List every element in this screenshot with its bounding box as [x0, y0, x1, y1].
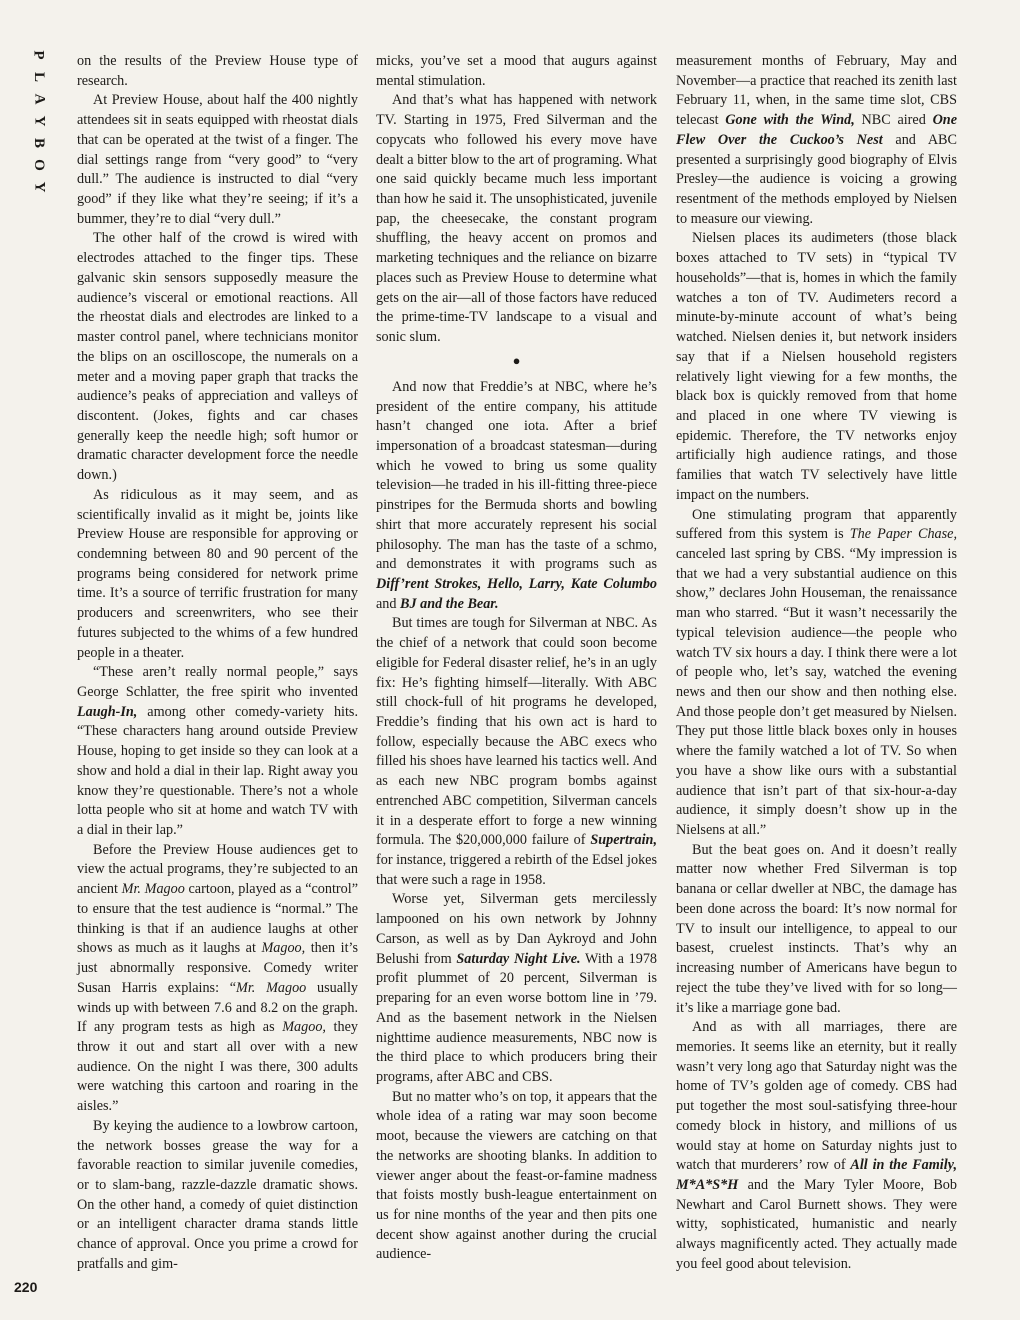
text-run: they throw it out and start all over with a new audience. On the night I was there, 300 adults were watching this cartoon and roaring in the aisles.”	[77, 1019, 358, 1115]
text-run: for instance, triggered a rebirth of the Edsel jokes that were such a rage in 1958.	[376, 852, 657, 888]
title-emphasis: Laugh-In,	[77, 703, 138, 720]
text-run: Before the Preview House audiences get to view the actual programs, they’re subjected to an ancient	[77, 841, 358, 898]
article-column-1	[77, 52, 358, 1275]
running-head-letter: B	[30, 137, 47, 149]
paragraph	[376, 890, 657, 1087]
running-head-letter: Y	[31, 181, 47, 193]
running-head-letter: A	[31, 93, 47, 105]
text-run: One stimulating program that apparently suffered from this system is	[676, 506, 957, 543]
article-column-3	[676, 52, 957, 1275]
paragraph	[376, 378, 657, 615]
running-head-letter: O	[30, 159, 47, 171]
title-emphasis: Saturday Night Live.	[456, 950, 581, 967]
text-run: cartoon, played as a “control” to ensure that the test audience is “normal.” The thinking is that if an audience laughs at other shows as much as it laughs at	[77, 881, 358, 957]
paragraph: But the beat goes on. And it doesn’t really matter now whether Fred Silverman is top banana or cellar dweller at NBC, the damage has been done across the board: It’s now normal for TV to insult our intelligence, to appeal to our basest, cruelest instincts. That’s why an increasing number of Americans have begun to reject the tube they’ve lived with for so long—it’s like a marriage gone bad.	[676, 841, 957, 1016]
paragraph: The other half of the crowd is wired with electrodes attached to the finger tips. These galvanic skin sensors supposedly measure the audience’s visceral or emotional reactions. All the rheostat dials and electrodes are linked to a master control panel, where technicians monitor the blips on an oscilloscope, the numerals on a meter and a moving paper graph that tracks the audience’s peaks of appreciation and valleys of discontent. (Jokes, fights and car chases generally keep the needle high; soft humor or dramatic character development force the needle down.)	[77, 230, 358, 484]
text-run: and ABC presented a surprisingly good biography of Elvis Presley—the audience is voicing a growing resentment of the methods employed by Nielsen to measure our viewing.	[676, 131, 957, 227]
text-run: “These aren’t really normal people,” says George Schlatter, the free spirit who invented	[77, 664, 358, 700]
paragraph	[376, 614, 657, 890]
paragraph: But no matter who’s on top, it appears that the whole idea of a rating war may soon become moot, because the viewers are catching on that the networks are shooting blanks. In addition to viewer anger about the feast-or-famine madness that foists mostly bush-league entertainment on us for nine months of the year and then pits one decent show against another during the crucial audience-	[376, 1088, 657, 1263]
title-emphasis: All in the Family, M*A*S*H	[676, 1157, 957, 1193]
title-emphasis: Supertrain,	[590, 832, 657, 849]
paragraph: At Preview House, about half the 400 nightly attendees sit in seats equipped with rheostat dials that can be operated at the twist of a finger. The dial settings range from “very good” to “very dull.” The audience is instructed to dial “very good” if they like what they’re seeing; if it’s a bummer, they’re to dial “very dull.”	[77, 92, 358, 227]
title-emphasis: The Paper Chase,	[849, 526, 957, 543]
text-run: usually winds up with between 7.6 and 8.2 on the graph. If any program tests as high as	[77, 979, 358, 1036]
text-run: Worse yet, Silverman gets mercilessly lampooned on his own network by Johnny Carson, as well as by Dan Aykroyd and John Belushi from	[376, 891, 657, 967]
paragraph	[77, 841, 358, 1117]
running-head-playboy	[28, 44, 50, 198]
running-head-letter: Y	[31, 115, 47, 127]
paragraph: And that’s what has happened with network TV. Starting in 1975, Fred Silverman and the copycats who followed his every move have dealt a bitter blow to the art of programing. What one said quickly became much less important than how he said it. The unsophisticated, juvenile pap, the cheesecake, the constant program shuffling, the heavy accent on promos and marketing techniques and the reliance on bizarre places such as Preview House to determine what gets on the air—all of those factors have reduced the prime-time-TV landscape to a visual and sonic slum.	[376, 92, 657, 346]
paragraph: micks, you’ve set a mood that augurs against mental stimulation.	[376, 53, 657, 89]
paragraph	[77, 663, 358, 840]
text-run: And as with all marriages, there are memories. It seems like an eternity, but it really wasn’t very long ago that Saturday night was the home of TV’s golden age of comedy. CBS had put together the most soul-satisfying three-hour comedy block in history, and millions of us would stay at home on Saturday nights just to watch that murderers’ row of	[676, 1019, 957, 1174]
text-run: NBC aired	[854, 112, 933, 129]
paragraph: As ridiculous as it may seem, and as scientifically invalid as it might be, joints like Preview House are responsible for approving or condemning between 80 and 90 percent of the programs being considered for network prime time. It’s a source of terrific frustration for many producers and screenwriters, who see their futures subjected to the whims of a few hundred people in a theater.	[77, 486, 358, 661]
title-emphasis: Mr. Magoo	[121, 881, 185, 898]
title-emphasis: Mr. Magoo	[236, 979, 307, 996]
paragraph	[676, 506, 957, 841]
title-emphasis: Diff’rent Strokes, Hello, Larry, Kate Columbo	[376, 575, 657, 592]
section-divider: ●	[512, 352, 521, 368]
paragraph	[676, 1018, 957, 1274]
page-number: 220	[14, 1279, 38, 1295]
text-run: then it’s just abnormally responsive. Comedy writer Susan Harris explains: “	[77, 940, 358, 996]
paragraph: By keying the audience to a lowbrow cartoon, the network bosses grease the way for a favorable reaction to similar juvenile comedies, or to slam-bang, razzle-dazzle dramatic shows. On the other hand, a comedy of quiet distinction or an intelligent character drama stands little chance of approval. Once you prime a crowd for pratfalls and gim-	[77, 1117, 358, 1272]
text-run: among other comedy-variety hits. “These characters hang around outside Preview House, hoping to get inside so they can look at a show and hold a dial in their lap. Right away you know they’re questionable. There’s not a whole lotta people who sit at home and watch TV with a dial in their lap.”	[77, 703, 358, 839]
text-run: and the Mary Tyler Moore, Bob Newhart and Carol Burnett shows. They were witty, sophisticated, humanistic and nearly always magnificently acted. They actually made you feel good about television.	[676, 1176, 957, 1272]
running-head-letter: P	[30, 50, 47, 60]
text-run: And now that Freddie’s at NBC, where he’s president of the entire company, his attitude hasn’t changed one iota. After a brief impersonation of a broadcast statesman—during which he vowed to bring us some quality television—he traded in his ill-fitting three-piece pinstripes for the Bermuda shorts and bowling shirt that more accurately represent his social philosophy. The man has the taste of a schmo, and demonstrates it with programs such as	[376, 378, 657, 573]
text-run: measurement months of February, May and November—a practice that reached its zenith last February 11, when, in the same time slot, CBS telecast	[676, 53, 957, 129]
article-column-2	[376, 52, 657, 1265]
title-emphasis: BJ and the Bear.	[400, 595, 499, 612]
text-run: canceled last spring by CBS. “My impression is that we had a very substantial audience on this show,” declares John Houseman, the renaissance man who starred. “But it wasn’t necessarily the typical television audience—the people who watch TV six hours a day. I think there were a lot of people who, let’s say, watched the evening news and then our show and then nothing else. And those people don’t get measured by Nielsen. They put those little black boxes only in houses where the family watched a lot of TV. So when you have a show like ours with a substantial audience that isn’t part of that six-hour-a-day audience, it simply doesn’t show up in the Nielsens at all.”	[676, 545, 957, 839]
paragraph	[676, 52, 957, 229]
running-head-letter: L	[30, 71, 47, 83]
text-run: But times are tough for Silverman at NBC. As the chief of a network that could soon become eligible for Federal disaster relief, he’s in an ugly fix: He’s fighting himself—literally. With ABC still chock-full of hit programs he developed, Freddie’s finding that his own act is hard to follow, especially because the ABC execs who filled his shoes have learned his tactics well. And as each new NBC program bombs against entrenched ABC competition, Silverman cancels it in a desperate effort to forge a new winning formula. The $20,000,000 failure of	[376, 615, 657, 849]
title-emphasis: Gone with the Wind,	[725, 112, 855, 129]
title-emphasis: One Flew Over the Cuckoo’s Nest	[676, 112, 957, 148]
paragraph: Nielsen places its audimeters (those black boxes attached to TV sets) in “typical TV households”—that is, homes in which the family watches a ton of TV. Audimeters record a minute-by-minute account of what’s being watched. Nielsen denies it, but network insiders say that if a Nielsen household registers relatively light viewing for a few months, the black box is quickly removed from that home and placed in one where TV viewing is epidemic. Therefore, the TV networks enjoy artificially high audience ratings, and those families that watch TV selectively have little impact on the numbers.	[676, 230, 957, 503]
text-run: and	[376, 595, 401, 612]
text-run: With a 1978 profit plummet of 20 percent, Silverman is preparing for an even worse bottom line in ’79. And as the basement network in the Nielsen nighttime audience measurements, NBC now is the third place to which producers bring their programs, after ABC and CBS.	[376, 950, 658, 1085]
paragraph: on the results of the Preview House type of research.	[77, 53, 358, 89]
title-emphasis: Magoo,	[261, 940, 306, 957]
title-emphasis: Magoo,	[282, 1019, 326, 1036]
